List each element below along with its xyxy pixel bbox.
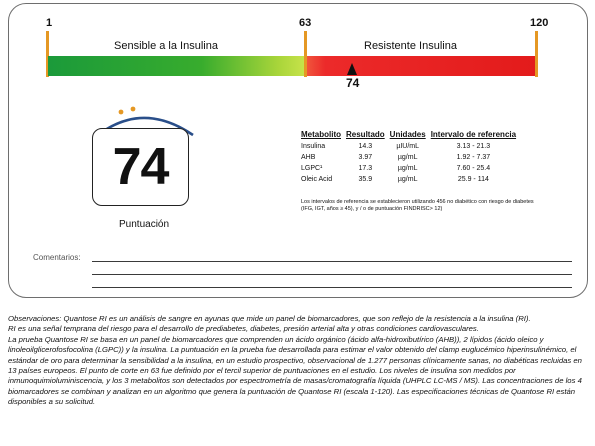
- scale-bar-sensitive: [48, 56, 304, 76]
- results-cell: 3.97: [358, 154, 373, 161]
- results-cell: 17.3: [358, 165, 373, 172]
- results-cell: 14.3: [358, 143, 373, 150]
- scale-marker-value: 74: [346, 76, 360, 90]
- reference-note: Los intervalos de referencia se establecieron utilizando 456 no diabético con riesgo de diabetes (IFG, IGT, años ≥ 45), y / o de puntuación FINDRISC> 12): [301, 199, 534, 212]
- results-header-reference: Intervalo de referencia: [430, 130, 517, 139]
- observations-paragraph: Observaciones: Quantose RI es un análisis de sangre en ayunas que mide un panel de biomarcadores, que son reflejo de la resistencia a la insulina (RI).: [8, 314, 531, 323]
- scale-marker-icon: [347, 63, 357, 75]
- table-row: [301, 164, 521, 175]
- table-row: [301, 153, 521, 164]
- results-cell: µg/mL: [397, 154, 418, 161]
- results-cell: LGPC¹: [301, 165, 323, 172]
- results-cell: 1.92 - 7.37: [456, 154, 491, 161]
- comment-line[interactable]: [92, 287, 572, 288]
- observations: [8, 314, 588, 408]
- results-cell: µIU/mL: [396, 143, 420, 150]
- results-header-result: Resultado: [346, 130, 385, 139]
- score-box: [92, 128, 189, 206]
- scale-tick-cutoff: 63: [299, 17, 312, 29]
- observations-paragraph: La prueba Quantose RI se basa en un panel de biomarcadores que comprenden un ácido orgánico (ácido alfa-hidroxibutírico (AHB)), 2 lípidos (ácido oleico y linoleoilglicerofosfocolina (LGPC)) y la insulina. La puntuación en la prueba fue desarrollada para estimar el valor obtenido del clamp euglucémico hiperinsulinémico, el estándar de oro para determinar la sensibilidad a la insulina, en un estudio prospectivo, observacional de 1.277 personas clínicamente sanas, no diabéticas recluidas en 13 países europeos. El punto de corte en 63 fue definido por el tercil superior de puntuaciones en el estudio. Los niveles de insulina son medidos por inmunoquimioluminiscencia, y los 3 metabolitos son detectados por espectrometría de masas/cromatografía líquida (UHPLC LC-MS / MS). Las concentraciones de los 4 biomarcadores se combinan y analizan en un algoritmo que genera la puntuación de Quantose RI (escala 1-120). Las especificaciones técnicas de Quantose RI están disponibles a su solicitud.: [8, 334, 582, 407]
- scale-tick-min: 1: [46, 17, 53, 29]
- comment-line[interactable]: [92, 274, 572, 275]
- results-header-row: [301, 130, 521, 142]
- scale-high-label: Resistente Insulina: [364, 40, 457, 52]
- comment-line[interactable]: [92, 261, 572, 262]
- observations-paragraph: RI es una señal temprana del riesgo para el desarrollo de prediabetes, diabetes, presión arterial alta y otras condiciones cardiovasculares.: [8, 324, 479, 334]
- results-cell: 25.9 - 114: [457, 176, 489, 183]
- scale-tick-line-max: [535, 31, 538, 77]
- report-card: [8, 3, 588, 298]
- results-cell: µg/mL: [397, 165, 418, 172]
- score-label: Puntuación: [119, 219, 170, 230]
- scale-bar-resistant: [307, 56, 535, 76]
- results-cell: 7.60 - 25.4: [456, 165, 491, 172]
- results-header-metabolite: Metabolito: [301, 130, 341, 139]
- results-cell: AHB: [301, 154, 316, 161]
- score-value: 74: [112, 138, 169, 196]
- scale-tick-max: 120: [530, 17, 549, 29]
- table-row: [301, 175, 521, 186]
- table-row: [301, 142, 521, 153]
- results-cell: Oleic Acid: [301, 176, 333, 183]
- comments-label: Comentarios:: [33, 253, 81, 262]
- results-table: [301, 130, 521, 186]
- results-cell: 35.9: [358, 176, 373, 183]
- results-cell: 3.13 - 21.3: [456, 143, 491, 150]
- results-cell: Insulina: [301, 143, 326, 150]
- results-header-units: Unidades: [389, 130, 426, 139]
- scale-low-label: Sensible a la Insulina: [114, 40, 218, 52]
- results-cell: µg/mL: [397, 176, 418, 183]
